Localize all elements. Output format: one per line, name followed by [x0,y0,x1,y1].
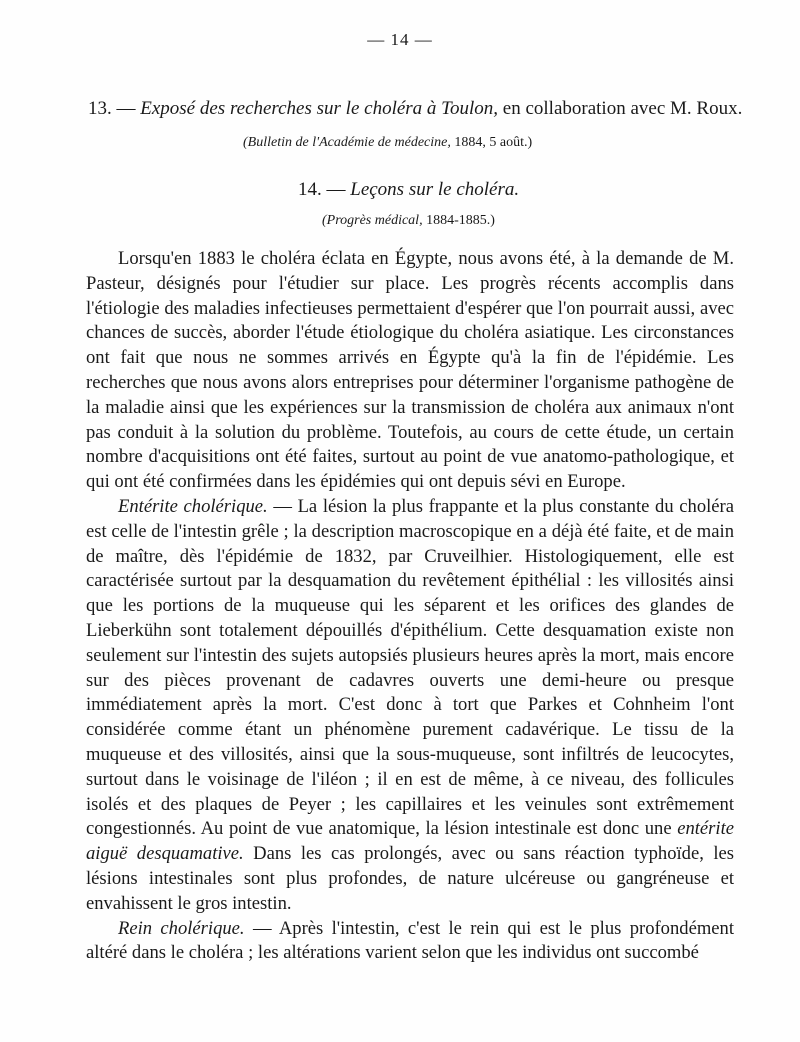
paragraph-rein [86,917,734,967]
body-text [86,247,734,966]
enterite-heading: Entérite cholérique. [118,495,268,517]
entry-14-source-journal: (Progrès médical, [322,213,423,228]
page-number: — 14 — [367,30,433,49]
enterite-term: entérite aiguë desquamative. [86,818,734,865]
entry-14-source [322,212,495,230]
entry-14-label: 14. — [298,179,346,200]
entry-14-source-date: 1884-1885.) [422,213,495,228]
entry-14-title: Leçons sur le choléra. [350,179,520,200]
rein-text: — Après l'intestin, c'est le rein qui est le plus profondément altéré dans le choléra ; les altérations varient selon que les individus ont succombé [86,917,734,964]
entry-13-source [243,134,532,152]
rein-heading: Rein cholérique. [118,917,245,939]
entry-13 [88,97,742,121]
paragraph-cholera-egypt: Lorsqu'en 1883 le choléra éclata en Égypte, nous avons été, à la demande de M. Pasteur, désignés pour l'étudier sur place. Les progrès récents accomplis dans l'étiologie des maladies infectieuses permettaient d'espérer que l'on pourrait aussi, avec chances de succès, aborder l'étude étiologique du choléra asiatique. Les circonstances ont fait que nous ne sommes arrivés en Égypte qu'à la fin de l'épidémie. Les recherches que nous avons alors entreprises pour déterminer l'organisme pathogène de la maladie ainsi que les expériences sur la transmission de choléra aux animaux n'ont pas conduit à la solution du problème. Toutefois, au cours de cette étude, un certain nombre d'acquisitions ont été faites, surtout au point de vue anatomo-pathologique, et qui ont été confirmées dans les épidémies qui ont depuis sévi en Europe. [86,248,734,493]
enterite-text-a: — La lésion la plus frappante et la plus constante du choléra est celle de l'intestin grêle ; la description macroscopique en a déjà été faite, et de main de maître, dès l'épidémie de 1832, par Cruveilhier. Histologiquement, elle est caractérisée surtout par la desquamation du revêtement épithélial : les villosités ainsi que les portions de la muqueuse qui les séparent et les orifices des glandes de Lieberkühn sont totalement dépouillés d'épithélium. Cette desquamation existe non seulement sur l'intestin des sujets autopsiés plusieurs heures après la mort, mais encore sur des pièces provenant de cadavres ouverts une demi-heure ou presque immédiatement après la mort. C'est donc à tort que Parkes et Cohnheim l'ont considérée comme étant un phénomène purement cadavérique. Le tissu de la muqueuse et des villosités, ainsi que la sous-muqueuse, sont infiltrés de leucocytes, surtout dans le voisinage de l'iléon ; il en est de même, à ce niveau, des follicules isolés et des plaques de Peyer ; les capillaires et les veinules sont extrêmement congestionnés. Au point de vue anatomique, la lésion intestinale est donc une [86,495,734,840]
entry-13-source-date: 1884, 5 août.) [450,135,533,150]
enterite-text-b: Dans les cas prolongés, avec ou sans réaction typhoïde, les lésions intestinales sont plus profondes, de nature ulcéreuse ou gangréneuse et envahissent le gros intestin. [86,843,734,914]
entry-13-title: Exposé des recherches sur le choléra à Toulon, [140,98,499,119]
entry-14 [298,178,519,202]
entry-13-source-journal: (Bulletin de l'Académie de médecine, [243,135,451,150]
paragraph-enterite [86,495,734,917]
entry-13-collab: en collaboration avec M. Roux. [498,98,743,119]
entry-13-label: 13. — [88,98,136,119]
